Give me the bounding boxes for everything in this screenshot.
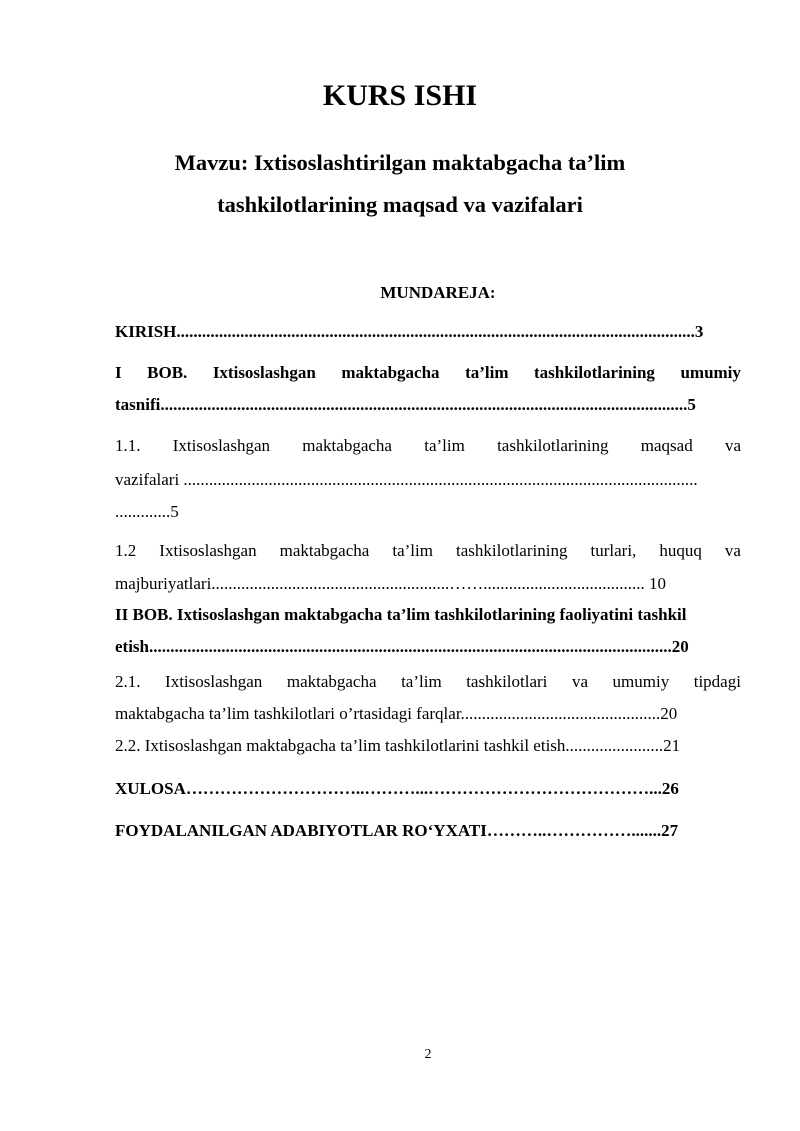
toc-entry-1-2-line2: majburiyatlari........................................................……...................................... 10: [115, 574, 667, 593]
toc-word: maktabgacha: [286, 672, 377, 691]
toc-word: Ixtisoslashgan: [172, 436, 271, 455]
toc-entry-2-2: 2.2. Ixtisoslashgan maktabgacha ta’lim tashkilotlarini tashkil etish.......................21: [115, 736, 681, 755]
toc-word: huquq: [659, 541, 702, 560]
toc-word: 1.2: [115, 541, 137, 560]
subject-line-1: Mavzu: Ixtisoslashtirilgan maktabgacha ta’lim: [174, 150, 626, 175]
toc-entry-bob2-line2: etish...........................................................................................................................20: [115, 637, 689, 656]
toc-word: 2.1.: [115, 672, 141, 691]
toc-word: va: [724, 541, 741, 560]
toc-word: ta’lim: [465, 363, 509, 382]
toc-word: umumiy: [612, 672, 670, 691]
document-title: KURS ISHI: [322, 79, 478, 112]
toc-entry-bob2-line1: II BOB. Ixtisoslashgan maktabgacha ta’lim tashkilotlarining faoliyatini tashkil: [115, 605, 687, 624]
toc-word: maqsad: [640, 436, 693, 455]
toc-word: umumiy: [680, 363, 741, 382]
toc-word: tipdagi: [693, 672, 741, 691]
toc-word: 1.1.: [115, 436, 141, 455]
document-subject: [100, 142, 700, 226]
toc-entry-foydalanilgan: FOYDALANILGAN ADABIYOTLAR RO‘YXATI………..…………….......27: [115, 821, 679, 840]
toc-word: Ixtisoslashgan: [159, 541, 257, 560]
toc-word: va: [724, 436, 741, 455]
toc-word: I: [115, 363, 122, 382]
toc-entry-bob1-line2: tasnifi............................................................................................................................5: [115, 395, 696, 414]
toc-word: Ixtisoslashgan: [165, 672, 263, 691]
toc-word: maktabgacha: [279, 541, 370, 560]
toc-entry-2-1-line1: [115, 671, 741, 693]
toc-heading: MUNDAREJA:: [380, 283, 496, 302]
toc-entry-2-1-line2: maktabgacha ta’lim tashkilotlari o’rtasidagi farqlar...............................................20: [115, 704, 678, 723]
toc-entry-1-1-line3: .............5: [115, 502, 179, 521]
toc-entry-1-2-line1: [115, 540, 741, 562]
toc-entry-xulosa: XULOSA…………………………..………...…………………………………...26: [115, 779, 679, 798]
toc-entry-1-1-line1: [115, 435, 741, 457]
subject-line-2: tashkilotlarining maqsad va vazifalari: [217, 192, 583, 217]
toc-word: ta’lim: [401, 672, 442, 691]
toc-word: tashkilotlarining: [497, 436, 609, 455]
toc-word: tashkilotlarining: [534, 363, 655, 382]
toc-word: ta’lim: [392, 541, 433, 560]
toc-word: Ixtisoslashgan: [212, 363, 316, 382]
toc-word: tashkilotlarining: [456, 541, 568, 560]
toc-word: turlari,: [590, 541, 637, 560]
toc-word: BOB.: [147, 363, 188, 382]
toc-entry-bob1-line1: [115, 362, 741, 384]
page-number: 2: [424, 1047, 432, 1062]
toc-entry-1-1-line2: vazifalari .........................................................................................................................: [115, 470, 698, 489]
toc-word: va: [571, 672, 588, 691]
toc-word: maktabgacha: [302, 436, 392, 455]
toc-word: tashkilotlari: [466, 672, 548, 691]
toc-word: ta’lim: [424, 436, 465, 455]
toc-word: maktabgacha: [341, 363, 440, 382]
toc-entry-kirish: KIRISH..........................................................................................................................3: [115, 322, 704, 341]
